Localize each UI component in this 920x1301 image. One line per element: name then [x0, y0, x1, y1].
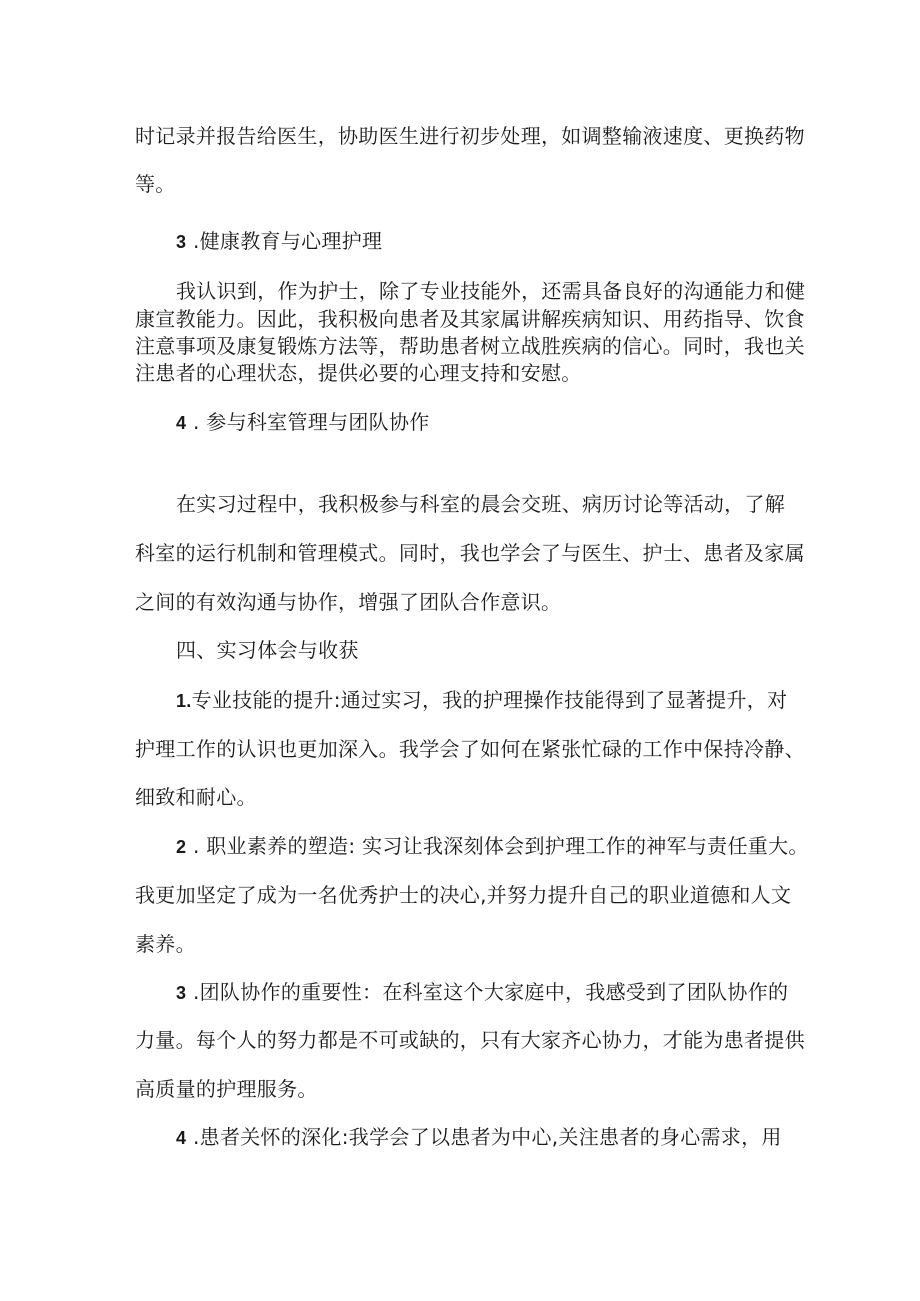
list-item-number: 4 [176, 1128, 187, 1148]
subheading-3 [176, 227, 382, 256]
section-heading: 四、实习体会与收获 [176, 638, 359, 662]
paragraph-line: 我更加坚定了成为一名优秀护士的决心,并努力提升自己的职业道德和人文 [135, 883, 792, 907]
paragraph-line: 科室的运行机制和管理模式。同时，我也学会了与医生、护士、患者及家属 [135, 541, 805, 565]
paragraph-line: 注意事项及康复锻炼方法等，帮助患者树立战胜疾病的信心。同时，我也关 [135, 334, 805, 358]
list-item-text: .团队协作的重要性：在科室这个大家庭中，我感受到了团队协作的 [186, 980, 789, 1004]
paragraph-line: 时记录并报告给医生，协助医生进行初步处理，如调整输液速度、更换药物 [135, 124, 805, 148]
paragraph-line: 高质量的护理服务。 [135, 1077, 318, 1101]
paragraph-line: 康宣教能力。因此，我积极向患者及其家属讲解疾病知识、用药指导、饮食 [135, 307, 805, 331]
list-item-2 [176, 832, 809, 861]
paragraph-line: 细致和耐心。 [135, 785, 257, 809]
list-item-number: 1. [176, 691, 192, 711]
paragraph-line: 在实习过程中，我积极参与科室的晨会交班、病历讨论等活动，了解 [176, 492, 785, 516]
paragraph-line: 注患者的心理状态，提供必要的心理支持和安慰。 [135, 361, 582, 385]
list-item-text: 专业技能的提升:通过实习，我的护理操作技能得到了显著提升，对 [191, 688, 788, 712]
subheading-4 [176, 408, 430, 437]
list-item-text: .患者关怀的深化:我学会了以患者为中心,关注患者的身心需求，用 [186, 1125, 782, 1149]
list-item-3 [176, 978, 788, 1007]
subheading-number: 4 [176, 413, 187, 433]
list-item-text: . 职业素养的塑造: 实习让我深刻体会到护理工作的神军与责任重大。 [186, 834, 809, 858]
paragraph-line: 素养。 [135, 932, 196, 956]
list-item-number: 3 [176, 983, 187, 1003]
paragraph-line: 我认识到，作为护士，除了专业技能外，还需具备良好的沟通能力和健 [176, 279, 806, 303]
paragraph-line: 力量。每个人的努力都是不可或缺的，只有大家齐心协力，才能为患者提供 [135, 1028, 805, 1052]
subheading-number: 3 [176, 232, 187, 252]
paragraph-line: 之间的有效沟通与协作，增强了团队合作意识。 [135, 590, 562, 614]
list-item-4 [176, 1123, 782, 1152]
subheading-text: . 参与科室管理与团队协作 [186, 410, 430, 434]
paragraph-line: 等。 [135, 172, 176, 196]
paragraph-line: 护理工作的认识也更加深入。我学会了如何在紧张忙碌的工作中保持冷静、 [135, 737, 805, 761]
subheading-text: .健康教育与心理护理 [186, 229, 383, 253]
list-item-1 [176, 686, 787, 715]
list-item-number: 2 [176, 837, 187, 857]
